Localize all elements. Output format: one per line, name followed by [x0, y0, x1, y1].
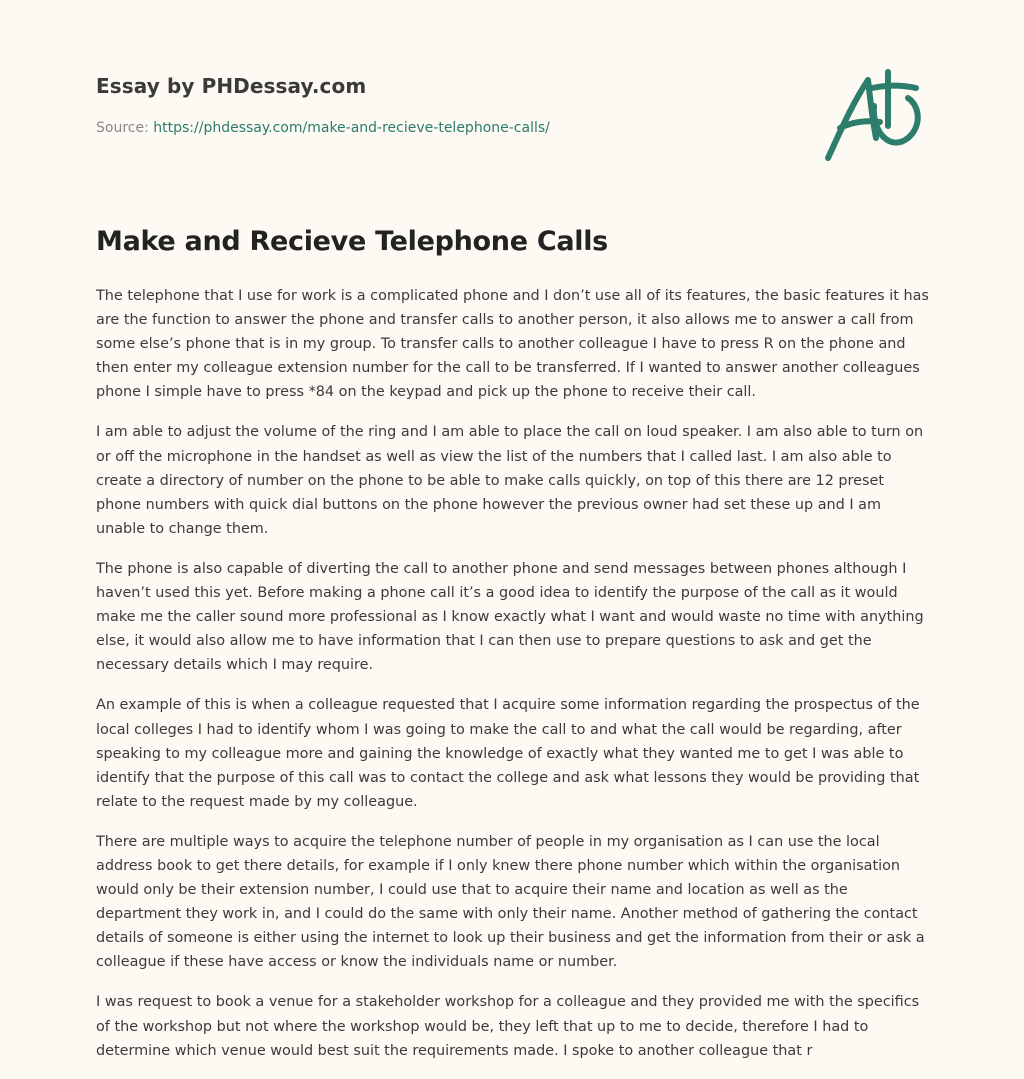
site-brand: Essay by PHDessay.com — [96, 74, 367, 98]
paragraph: The phone is also capable of diverting the call to another phone and send messages between phones although I haven’t used this yet. Before making a phone call it’s a good idea to identify the purpose of the call as it would make me the caller sound more professional as I know exactly what I want and would waste no time with anything else, it would also allow me to have information that I can then use to prepare questions to ask and get the necessary details which I may require. — [96, 560, 924, 674]
source-link[interactable]: https://phdessay.com/make-and-recieve-telephone-calls/ — [153, 120, 550, 136]
paragraph: The telephone that I use for work is a complicated phone and I don’t use all of its features, the basic features it has are the function to answer the phone and transfer calls to another person, it also allows me to answer a call from some else’s phone that is in my group. To transfer calls to another colleague I have to press R on the phone and then enter my colleague extension number for the call to be transferred. If I wanted to answer another colleagues phone I simple have to press *84 on the keypad and pick up the phone to receive their call. — [96, 288, 929, 401]
page-header — [96, 74, 796, 136]
source-line — [96, 120, 796, 136]
essay-body — [96, 284, 930, 1079]
paragraph: An example of this is when a colleague requested that I acquire some information regarding the prospectus of the local colleges I had to identify whom I was going to make the call to and what the call would be regarding, after speaking to my colleague more and gaining the knowledge of exactly what they wanted me to get I was able to identify that the purpose of this call was to contact the college and ask what lessons they would be providing that relate to the request made by my colleague. — [96, 697, 920, 810]
paragraph: There are multiple ways to acquire the telephone number of people in my organisation as I can use the local address book to get there details, for example if I only knew there phone number which within the organisation would only be their extension number, I could use that to acquire their name and location as well as the department they work in, and I could do the same with only their name. Another method of gathering the contact details of someone is either using the internet to look up their business and get the information from their or ask a colleague if these have access or know the individuals name or number. — [96, 833, 925, 971]
a-plus-logo-icon — [822, 66, 930, 166]
essay-title: Make and Recieve Telephone Calls — [96, 226, 608, 257]
paragraph: I was request to book a venue for a stakeholder workshop for a colleague and they provided me with the specifics of the workshop but not where the workshop would be, they left that up to me to decide, therefore I had to determine which venue would best suit the requirements made. I spoke to another colleague that r — [96, 994, 920, 1059]
paragraph: I am able to adjust the volume of the ring and I am able to place the call on loud speaker. I am also able to turn on or off the microphone in the handset as well as view the list of the numbers that I called last. I am also able to create a directory of number on the phone to be able to make calls quickly, on top of this there are 12 preset phone numbers with quick dial buttons on the phone however the previous owner had set these up and I am unable to change them. — [96, 424, 924, 537]
source-label: Source: — [96, 120, 149, 136]
